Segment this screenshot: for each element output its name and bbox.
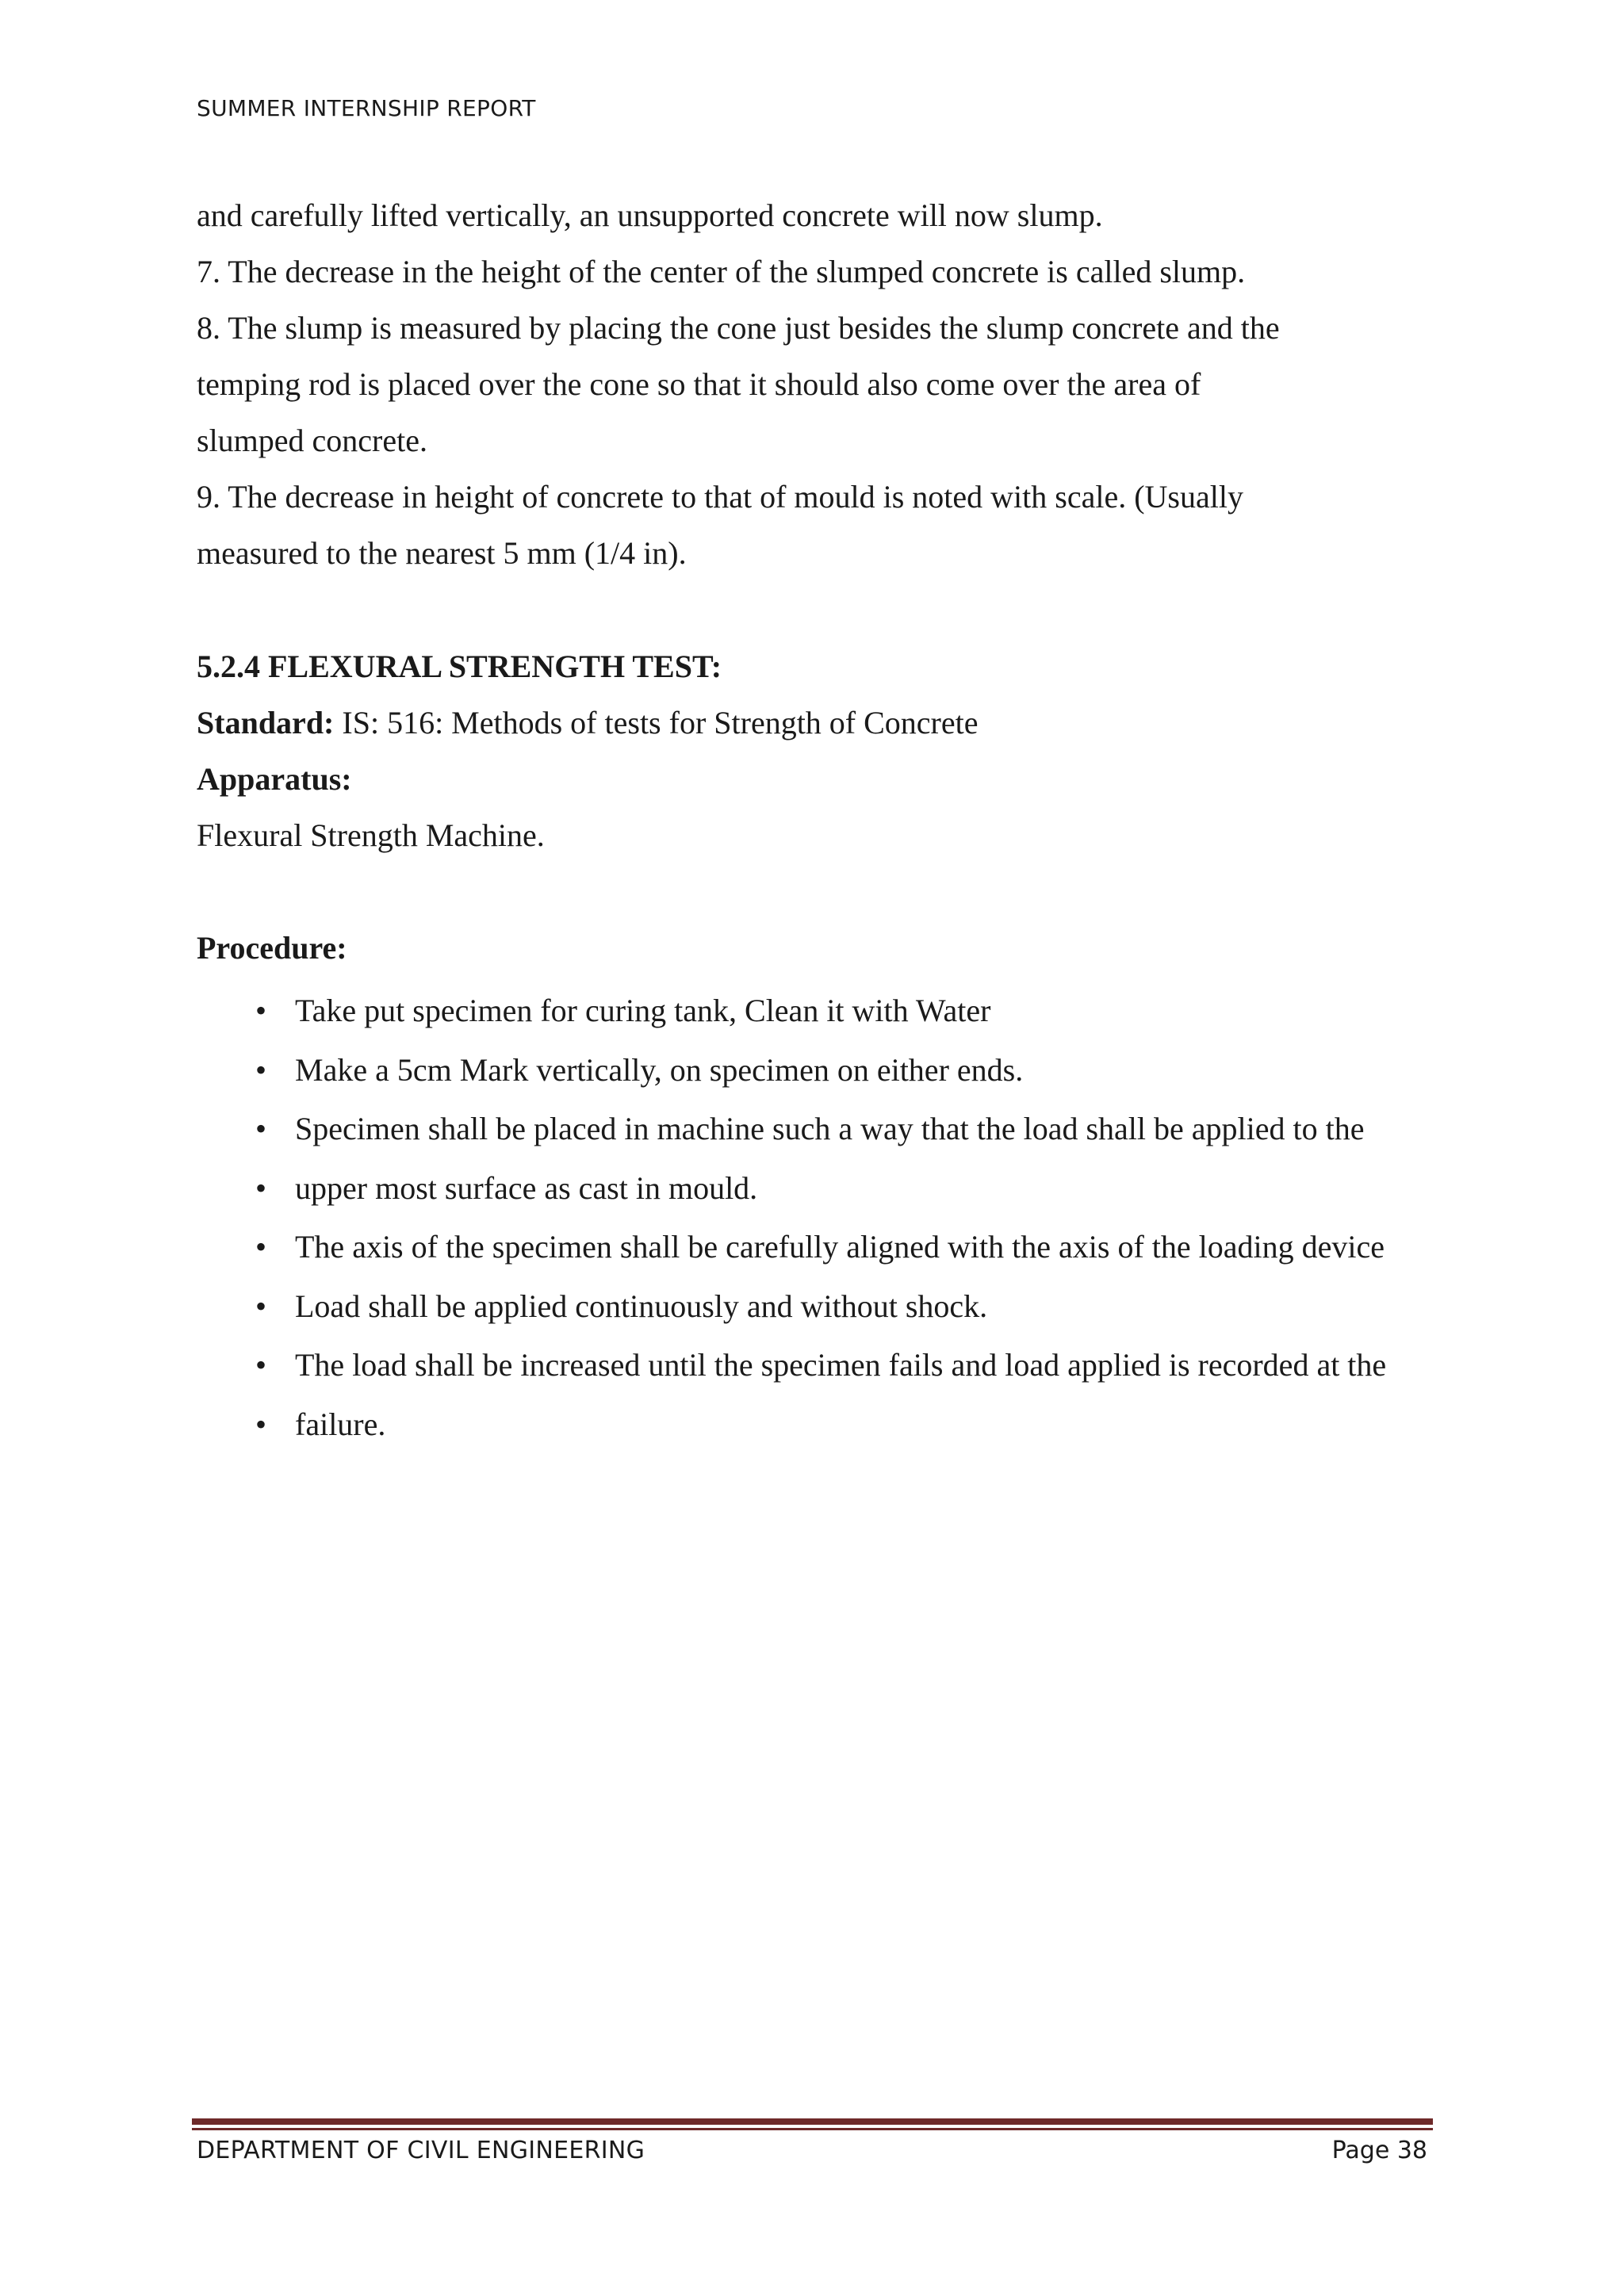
page-number: Page 38 <box>1331 2137 1427 2164</box>
bullet-icon: • <box>255 1229 266 1265</box>
list-item <box>197 1336 1386 1395</box>
list-item <box>197 1041 1386 1100</box>
bullet-icon: • <box>255 1169 266 1206</box>
footer-rule-thin <box>192 2128 1433 2130</box>
apparatus-label: Apparatus: <box>197 761 352 797</box>
flexural-strength-section <box>197 638 1481 976</box>
list-item-text: The load shall be increased until the specimen fails and load applied is recorded at the <box>295 1347 1387 1383</box>
bullet-icon: • <box>255 1406 266 1442</box>
procedure-label: Procedure: <box>197 930 347 966</box>
running-header: SUMMER INTERNSHIP REPORT <box>197 95 536 121</box>
bullet-icon: • <box>255 1288 266 1324</box>
bullet-icon: • <box>255 1111 266 1146</box>
text-line: temping rod is placed over the cone so that it should also come over the area of <box>197 366 1201 402</box>
apparatus-value: Flexural Strength Machine. <box>197 817 545 853</box>
bullet-icon: • <box>255 1347 266 1383</box>
procedure-list <box>197 982 1386 1454</box>
bullet-icon: • <box>255 993 266 1028</box>
list-item <box>197 1100 1386 1159</box>
footer-rule <box>192 2118 1433 2125</box>
list-item-text: Take put specimen for curing tank, Clean it with Water <box>295 993 991 1028</box>
standard-label: Standard: <box>197 705 335 740</box>
text-line: slumped concrete. <box>197 423 427 458</box>
list-item-text: Make a 5cm Mark vertically, on specimen on either ends. <box>295 1051 1024 1088</box>
section-heading: 5.2.4 FLEXURAL STRENGTH TEST: <box>197 649 722 684</box>
list-item <box>197 1218 1386 1277</box>
list-item-text: upper most surface as cast in mould. <box>295 1169 758 1206</box>
standard-value: IS: 516: Methods of tests for Strength of Concrete <box>334 705 979 740</box>
list-item <box>197 1395 1386 1455</box>
text-line: and carefully lifted vertically, an unsupported concrete will now slump. <box>197 197 1103 233</box>
list-item-text: Load shall be applied continuously and without shock. <box>295 1288 988 1324</box>
text-line: measured to the nearest 5 mm (1/4 in). <box>197 535 687 571</box>
text-line: 7. The decrease in the height of the center of the slumped concrete is called slump. <box>197 254 1246 289</box>
list-item <box>197 982 1386 1041</box>
list-item-text: The axis of the specimen shall be carefully aligned with the axis of the loading device <box>295 1229 1385 1265</box>
list-item <box>197 1159 1386 1219</box>
text-line: 9. The decrease in height of concrete to that of mould is noted with scale. (Usually <box>197 479 1243 515</box>
list-item <box>197 1277 1386 1337</box>
footer-department: DEPARTMENT OF CIVIL ENGINEERING <box>197 2137 645 2164</box>
spacer <box>197 863 1481 920</box>
list-item-text: failure. <box>295 1406 386 1442</box>
text-line: 8. The slump is measured by placing the cone just besides the slump concrete and the <box>197 310 1280 346</box>
bullet-icon: • <box>255 1051 266 1088</box>
list-item-text: Specimen shall be placed in machine such a way that the load shall be applied to the <box>295 1111 1365 1146</box>
standard-line <box>197 695 1481 751</box>
continuation-text <box>197 187 1481 581</box>
